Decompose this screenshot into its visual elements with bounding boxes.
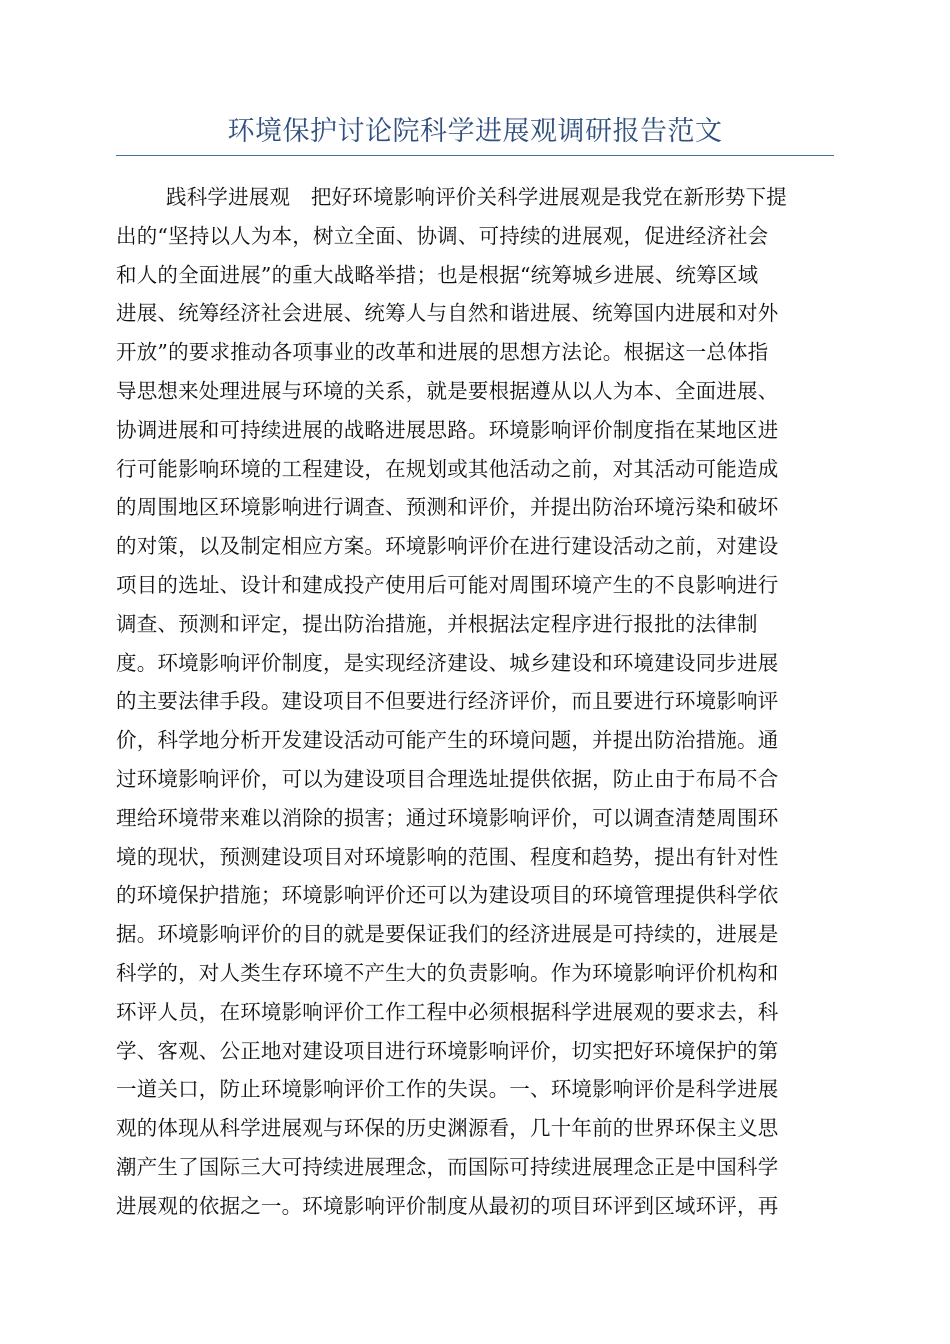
body-line: 的周围地区环境影响进行调查、预测和评价，并提出防治环境污染和破坏 bbox=[116, 495, 779, 520]
body-line: 项目的选址、设计和建成投产使用后可能对周围环境产生的不良影响进行 bbox=[116, 572, 779, 597]
body-line: 学、客观、公正地对建设项目进行环境影响评价，切实把好环境保护的第 bbox=[116, 1038, 779, 1063]
body-line: 行可能影响环境的工程建设，在规划或其他活动之前，对其活动可能造成 bbox=[116, 456, 779, 481]
body-line: 据。环境影响评价的目的就是要保证我们的经济进展是可持续的，进展是 bbox=[116, 922, 779, 947]
body-line: 和人的全面进展”的重大战略举措；也是根据“统筹城乡进展、统筹区域 bbox=[116, 262, 759, 287]
body-line: 境的现状，预测建设项目对环境影响的范围、程度和趋势，提出有针对性 bbox=[116, 844, 779, 869]
body-line: 践科学进展观 把好环境影响评价关科学进展观是我党在新形势下提 bbox=[166, 185, 787, 209]
body-line: 协调进展和可持续进展的战略进展思路。环境影响评价制度指在某地区进 bbox=[116, 417, 779, 442]
body-line: 调查、预测和评定，提出防治措施，并根据法定程序进行报批的法律制 bbox=[116, 611, 758, 636]
body-line: 理给环境带来难以消除的损害；通过环境影响评价，可以调查清楚周围环 bbox=[116, 805, 779, 830]
body-line: 进展、统筹经济社会进展、统筹人与自然和谐进展、统筹国内进展和对外 bbox=[116, 301, 779, 326]
body-line: 出的“坚持以人为本，树立全面、协调、可持续的进展观，促进经济社会 bbox=[116, 223, 769, 248]
body-line: 度。环境影响评价制度，是实现经济建设、城乡建设和环境建设同步进展 bbox=[116, 650, 779, 675]
body-line: 环评人员，在环境影响评价工作工程中必须根据科学进展观的要求去，科 bbox=[116, 999, 779, 1024]
body-line: 观的体现从科学进展观与环保的历史渊源看，几十年前的世界环保主义思 bbox=[116, 1116, 779, 1141]
body-line: 过环境影响评价，可以为建设项目合理选址提供依据，防止由于布局不合 bbox=[116, 766, 779, 791]
body-line: 科学的，对人类生存环境不产生大的负责影响。作为环境影响评价机构和 bbox=[116, 960, 779, 985]
body-line: 潮产生了国际三大可持续进展理念，而国际可持续进展理念正是中国科学 bbox=[116, 1154, 779, 1179]
document-title: 环境保护讨论院科学进展观调研报告范文 bbox=[116, 112, 834, 156]
body-line: 价，科学地分析开发建设活动可能产生的环境问题，并提出防治措施。通 bbox=[116, 728, 779, 753]
body-line: 的环境保护措施；环境影响评价还可以为建设项目的环境管理提供科学依 bbox=[116, 883, 779, 908]
document-body bbox=[116, 178, 836, 1226]
body-line: 的主要法律手段。建设项目不但要进行经济评价，而且要进行环境影响评 bbox=[116, 689, 779, 714]
body-line: 开放”的要求推动各项事业的改革和进展的思想方法论。根据这一总体指 bbox=[116, 340, 769, 365]
body-line: 一道关口，防止环境影响评价工作的失误。一、环境影响评价是科学进展 bbox=[116, 1077, 779, 1102]
body-line: 导思想来处理进展与环境的关系，就是要根据遵从以人为本、全面进展、 bbox=[116, 378, 779, 403]
body-line: 的对策，以及制定相应方案。环境影响评价在进行建设活动之前，对建设 bbox=[116, 534, 779, 559]
body-line: 进展观的依据之一。环境影响评价制度从最初的项目环评到区域环评，再 bbox=[116, 1193, 779, 1218]
